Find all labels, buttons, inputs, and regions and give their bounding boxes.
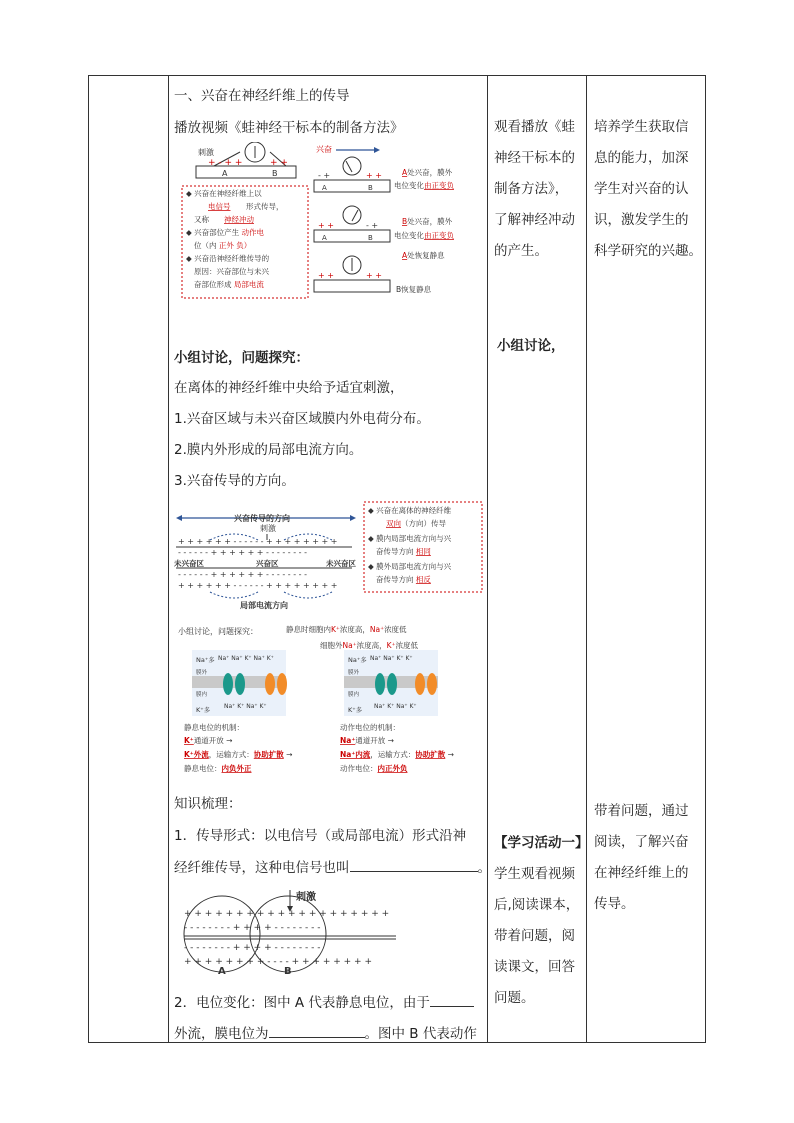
- svg-text:静息电位：内负外正: 静息电位：内负外正: [184, 764, 252, 773]
- text-line: 在神经纤维上的: [594, 865, 689, 881]
- stimulus-label: 刺激: [198, 148, 214, 157]
- text-line: 培养学生获取信: [594, 119, 689, 135]
- question-1: 1.兴奋区域与未兴奋区域膜内外电荷分布。: [174, 411, 430, 427]
- svg-text:形式传导，: 形式传导，: [246, 202, 284, 211]
- svg-text:动作电位：内正外负: 动作电位：内正外负: [340, 764, 408, 773]
- discuss-intro: 在离体的神经纤维中央给予适宜刺激，: [174, 380, 404, 396]
- item-2-text: 。图中 B 代表动作: [364, 1026, 477, 1042]
- svg-text:膜内: 膜内: [348, 692, 360, 698]
- student-activity-bottom: [494, 828, 592, 1014]
- student-discuss: 小组讨论，: [497, 338, 565, 354]
- svg-text:小组讨论，问题探究：: 小组讨论，问题探究：: [178, 627, 258, 636]
- svg-text:B: B: [284, 966, 292, 976]
- svg-text:A处恢复静息: A处恢复静息: [402, 251, 445, 260]
- svg-text:Na⁺ K⁺ Na⁺ K⁺: Na⁺ K⁺ Na⁺ K⁺: [374, 703, 417, 710]
- svg-text:+ +: + +: [366, 171, 382, 180]
- svg-text:◆ 兴奋部位产生 动作电: ◆ 兴奋部位产生 动作电: [186, 228, 265, 237]
- excite-label: 兴奋: [316, 145, 332, 154]
- discuss-title: 小组讨论，问题探究：: [174, 350, 309, 366]
- text-line: 了解神经冲动: [494, 212, 575, 228]
- svg-text:+ + + + + + - - - - - - + + +: + + + + + + - - - - - - + + + + + + + +: [178, 581, 338, 590]
- svg-text:又称: 又称: [194, 215, 209, 224]
- text-line: 的产生。: [494, 243, 548, 259]
- svg-text:A: A: [322, 234, 327, 242]
- svg-text:电信号: 电信号: [208, 202, 231, 211]
- svg-text:刺激: 刺激: [260, 524, 276, 533]
- item-1-line-1: 1．传导形式：以电信号（或局部电流）形式沿神: [174, 828, 467, 844]
- column-divider: [487, 76, 488, 1042]
- item-2-text: 2．电位变化：图中 A 代表静息电位，由于: [174, 995, 430, 1011]
- point-b-label: B: [272, 169, 278, 178]
- svg-text:K⁺外流，运输方式：协助扩散 →: K⁺外流，运输方式：协助扩散 →: [184, 750, 293, 759]
- svg-text:兴奋区: 兴奋区: [256, 559, 279, 568]
- svg-text:◆ 兴奋沿神经纤维传导的: ◆ 兴奋沿神经纤维传导的: [186, 254, 270, 263]
- svg-text:K⁺通道开放 →: K⁺通道开放 →: [184, 736, 233, 745]
- svg-text:+ - + +: + - + +: [208, 158, 243, 168]
- svg-text:+ +: + +: [318, 271, 334, 280]
- item-2-line-1: [174, 991, 474, 1011]
- text-line: 带着问题，阅: [494, 928, 575, 944]
- text-line: 阅读，了解兴奋: [594, 834, 689, 850]
- svg-text:B恢复静息: B恢复静息: [396, 285, 432, 294]
- item-2-line-2: [174, 1022, 477, 1042]
- svg-text:- +: - +: [318, 171, 331, 180]
- potential-figure: [180, 886, 400, 976]
- text-line: 神经干标本的: [494, 150, 575, 166]
- design-intent-top: [594, 112, 704, 267]
- svg-text:◆ 兴奋在离体的神经纤维: ◆ 兴奋在离体的神经纤维: [368, 506, 452, 515]
- svg-text:◆ 膜外局部电流方向与兴: ◆ 膜外局部电流方向与兴: [368, 562, 452, 571]
- column-divider: [168, 76, 169, 1042]
- svg-text:电位变化由正变负: 电位变化由正变负: [394, 231, 454, 240]
- svg-text:Na⁺ K⁺ Na⁺ K⁺: Na⁺ K⁺ Na⁺ K⁺: [224, 703, 267, 710]
- svg-text:+ +: + +: [270, 158, 288, 168]
- text-line: 识，激发学生的: [594, 212, 689, 228]
- svg-text:膜内: 膜内: [196, 692, 208, 698]
- svg-text:未兴奋区: 未兴奋区: [326, 559, 356, 568]
- svg-text:A: A: [218, 966, 226, 976]
- text-line: 带着问题，通过: [594, 803, 689, 819]
- review-title: 知识梳理：: [174, 796, 242, 812]
- svg-text:位（内 正外 负）: 位（内 正外 负）: [194, 241, 252, 250]
- svg-text:- - - - - - + + + + + + - - -: - - - - - - + + + + + + - - - - - - - -: [178, 548, 307, 557]
- answer-blank: [350, 859, 478, 872]
- svg-text:B: B: [368, 234, 373, 242]
- text-line: 制备方法》，: [494, 181, 569, 197]
- student-activity-top: [494, 112, 586, 267]
- local-current-figure: [174, 500, 484, 612]
- text-line: 观看播放《蛙: [494, 119, 575, 135]
- text-line: 科学研究的兴趣。: [594, 243, 702, 259]
- text-line: 后,阅读课本，: [494, 897, 580, 913]
- svg-text:Na⁺内流，运输方式：协助扩散 →: Na⁺内流，运输方式：协助扩散 →: [340, 750, 454, 759]
- svg-text:未兴奋区: 未兴奋区: [174, 559, 204, 568]
- svg-text:+ + + + + + + + - - - - + + +: + + + + + + + + - - - - + + + + + + + +: [184, 957, 373, 967]
- svg-text:刺激: 刺激: [296, 892, 316, 903]
- svg-text:细胞外Na⁺浓度高，K⁺浓度低: 细胞外Na⁺浓度高，K⁺浓度低: [320, 641, 419, 650]
- svg-text:- - - - - - - - + + + + - - -: - - - - - - - - + + + + - - - - - - - -: [184, 923, 321, 933]
- answer-blank: [269, 1025, 365, 1038]
- item-1-text: 经纤维传导，这种电信号也叫: [174, 860, 350, 876]
- svg-text:+ +: + +: [366, 271, 382, 280]
- svg-text:动作电位的机制：: 动作电位的机制：: [340, 723, 400, 732]
- svg-text:双向（方向）传导: 双向（方向）传导: [386, 519, 446, 528]
- svg-text:膜外: 膜外: [348, 670, 360, 676]
- svg-text:- - - - - - + + + + + + - - -: - - - - - - + + + + + + - - - - - - - -: [178, 570, 307, 579]
- svg-text:静息电位的机制：: 静息电位的机制：: [184, 723, 244, 732]
- svg-text:+ + + + + + + + + + + + + + +: + + + + + + + + + + + + + + + + + + + +: [184, 909, 390, 919]
- svg-text:膜外: 膜外: [196, 670, 208, 676]
- svg-text:原因：兴奋部位与未兴: 原因：兴奋部位与未兴: [194, 267, 269, 276]
- svg-text:K⁺多: K⁺多: [348, 706, 363, 714]
- svg-text:奋传导方向 相同: 奋传导方向 相同: [376, 547, 431, 556]
- svg-text:奋部位形成 局部电流: 奋部位形成 局部电流: [194, 280, 264, 289]
- svg-text:Na⁺ Na⁺ K⁺ Na⁺ K⁺: Na⁺ Na⁺ K⁺ Na⁺ K⁺: [218, 655, 274, 662]
- svg-text:+ + + + + + - - - - - - + + +: + + + + + + - - - - - - + + + + + + + +: [178, 537, 338, 546]
- svg-text:Na⁺多: Na⁺多: [196, 656, 215, 664]
- svg-text:K⁺多: K⁺多: [196, 706, 211, 714]
- svg-text:B: B: [368, 184, 373, 192]
- svg-text:+ +: + +: [318, 221, 334, 230]
- svg-text:静息时细胞内K⁺浓度高，Na⁺浓度低: 静息时细胞内K⁺浓度高，Na⁺浓度低: [286, 625, 407, 634]
- svg-text:电位变化由正变负: 电位变化由正变负: [394, 181, 454, 190]
- item-2-text: 外流，膜电位为: [174, 1026, 269, 1042]
- excitation-figure: [180, 142, 480, 302]
- answer-blank: [430, 994, 474, 1007]
- svg-text:神经冲动: 神经冲动: [224, 215, 254, 224]
- svg-text:局部电流方向: 局部电流方向: [240, 601, 288, 610]
- svg-text:Na⁺ Na⁺ K⁺ K⁺: Na⁺ Na⁺ K⁺ K⁺: [370, 655, 413, 662]
- svg-text:- - - - - - - - + + + + - - -: - - - - - - - - + + + + - - - - - - - -: [184, 943, 321, 953]
- text-line: 学生对兴奋的认: [594, 181, 689, 197]
- item-1-end: 。: [477, 860, 491, 876]
- point-a-label: A: [222, 169, 228, 178]
- svg-text:◆ 膜内局部电流方向与兴: ◆ 膜内局部电流方向与兴: [368, 534, 452, 543]
- svg-text:兴奋传导的方向: 兴奋传导的方向: [234, 514, 290, 523]
- question-2: 2.膜内外形成的局部电流方向。: [174, 442, 363, 458]
- svg-text:A: A: [322, 184, 327, 192]
- design-intent-bottom: [594, 796, 704, 920]
- text-line: 传导。: [594, 896, 635, 912]
- text-line: 【学习活动一】: [494, 835, 589, 851]
- video-line: 播放视频《蛙神经干标本的制备方法》: [174, 120, 404, 136]
- svg-text:- +: - +: [366, 221, 379, 230]
- text-line: 读课文，回答: [494, 959, 575, 975]
- svg-text:A处兴奋，膜外: A处兴奋，膜外: [402, 168, 453, 177]
- text-line: 息的能力，加深: [594, 150, 689, 166]
- channel-figure: [174, 620, 484, 782]
- svg-text:B处兴奋，膜外: B处兴奋，膜外: [402, 217, 453, 226]
- svg-text:Na⁺通道开放 →: Na⁺通道开放 →: [340, 736, 394, 745]
- section-title: 一、兴奋在神经纤维上的传导: [174, 88, 350, 104]
- svg-text:奋传导方向 相反: 奋传导方向 相反: [376, 575, 431, 584]
- text-line: 学生观看视频: [494, 866, 575, 882]
- svg-text:◆ 兴奋在神经纤维上以: ◆ 兴奋在神经纤维上以: [186, 189, 262, 198]
- item-1-line-2: [174, 856, 491, 876]
- question-3: 3.兴奋传导的方向。: [174, 473, 295, 489]
- svg-text:Na⁺多: Na⁺多: [348, 656, 367, 664]
- text-line: 问题。: [494, 990, 535, 1006]
